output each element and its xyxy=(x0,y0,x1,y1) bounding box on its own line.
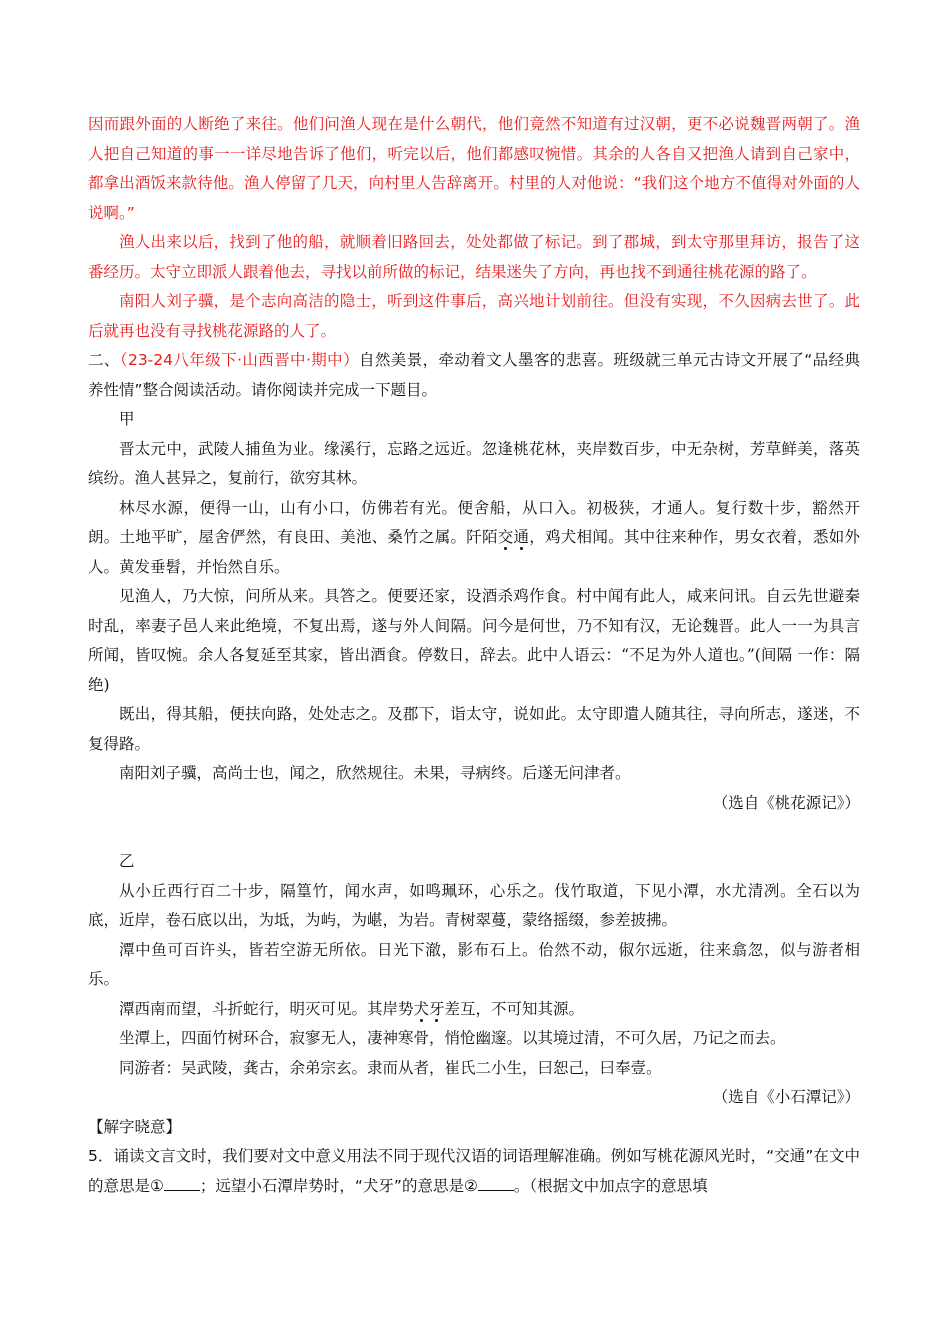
passage-b-paragraph-5: 同游者：吴武陵，龚古，余弟宗玄。隶而从者，崔氏二小生，曰恕己，曰奉壹。 xyxy=(119,1058,662,1077)
dotted-char-quan: 犬 xyxy=(413,999,430,1018)
passage-b-paragraph-3 xyxy=(88,995,860,1025)
passage-a-paragraph-1: 晋太元中，武陵人捕鱼为业。缘溪行，忘路之远近。忽逢桃花林，夹岸数百步，中无杂树，芳草鲜美，落英缤纷。渔人甚异之，复前行，欲穷其林。 xyxy=(88,439,860,487)
answer-blank-1[interactable] xyxy=(164,1176,200,1191)
question-5-part-a: 5．诵读文言文时，我们要对文中意义用法不同于现代汉语的词语理解准确。例如写桃花源风光时，“交通”在文中的意思是① xyxy=(88,1147,860,1195)
section-header: 【解字晓意】 xyxy=(88,1117,182,1136)
spacer xyxy=(88,818,860,847)
translation-paragraph-3: 南阳人刘子骥，是个志向高洁的隐士，听到这件事后，高兴地计划前往。但没有实现，不久因病去世了。此后就再也没有寻找桃花源路的人了。 xyxy=(88,292,860,340)
passage-b-paragraph-2: 潭中鱼可百许头，皆若空游无所依。日光下澈，影布石上。佁然不动，俶尔远逝，往来翕忽，似与游者相乐。 xyxy=(88,940,860,988)
question-2-intro xyxy=(88,346,860,405)
passage-a-paragraph-3: 见渔人，乃大惊，问所从来。具答之。便要还家，设酒杀鸡作食。村中闻有此人，咸来问讯。自云先世避秦时乱，率妻子邑人来此绝境，不复出焉，遂与外人间隔。问今是何世，乃不知有汉，无论魏晋。此人一一为具言所闻，皆叹惋。余人各复延至其家，皆出酒食。停数日，辞去。此中人语云：“不足为外人道也。”(间隔 一作：隔绝) xyxy=(88,587,860,694)
translation-paragraph-2: 渔人出来以后，找到了他的船，就顺着旧路回去，处处都做了标记。到了郡城，到太守那里拜访，报告了这番经历。太守立即派人跟着他去，寻找以前所做的标记，结果迷失了方向，再也找不到通往桃花源的路了。 xyxy=(88,233,860,281)
passage-a-paragraph-4: 既出，得其船，便扶向路，处处志之。及郡下，诣太守，说如此。太守即遣人随其往，寻向所志，遂迷，不复得路。 xyxy=(88,705,860,753)
translation-paragraph-1: 因而跟外面的人断绝了来往。他们问渔人现在是什么朝代，他们竟然不知道有过汉朝，更不必说魏晋两朝了。渔人把自己知道的事一一详尽地告诉了他们，听完以后，他们都感叹惋惜。其余的人各自又把渔人请到自己家中，都拿出酒饭来款待他。渔人停留了几天，向村里人告辞离开。村里的人对他说：“我们这个地方不值得对外面的人说啊。” xyxy=(88,115,860,222)
passage-b-p3-after: 差互，不可知其源。 xyxy=(444,999,585,1018)
passage-a-label: 甲 xyxy=(119,410,135,428)
passage-a-paragraph-5: 南阳刘子骥，高尚士也，闻之，欣然规往。未果，寻病终。后遂无问津者。 xyxy=(119,764,631,782)
question-2-number: 二、 xyxy=(88,351,120,369)
document-body xyxy=(88,110,860,1201)
dotted-char-ya: 牙 xyxy=(429,999,445,1018)
passage-a-p2-before: 林尽水源，便得一山，山有小口，仿佛若有光。便舍船，从口入。初极狭，才通人。复行数十步，豁然开朗。土地平旷，屋舍俨然，有良田、美池、桑竹之属。阡陌 xyxy=(88,498,860,546)
question-5 xyxy=(88,1142,860,1201)
passage-b-source: （选自《小石潭记》） xyxy=(712,1088,860,1106)
passage-a-source: （选自《桃花源记》） xyxy=(712,793,860,812)
answer-blank-2[interactable] xyxy=(478,1176,514,1191)
question-2-text: 自然美景，牵动着文人墨客的悲喜。班级就三单元古诗文开展了“品经典 养性情”整合阅读活动。请你阅读并完成一下题目。 xyxy=(88,351,860,399)
passage-b-p3-before: 潭西南而望，斗折蛇行，明灭可见。其岸势 xyxy=(119,999,414,1018)
question-2-source-tag: （23-24八年级下·山西晋中·期中） xyxy=(119,351,359,369)
dotted-char-jiao: 交 xyxy=(497,528,514,546)
question-5-part-b: ；远望小石潭岸势时，“犬牙”的意思是② xyxy=(199,1176,478,1195)
question-5-part-c: 。（根据文中加点字的意思填 xyxy=(513,1176,708,1195)
passage-b-paragraph-1: 从小丘西行百二十步，隔篁竹，闻水声，如鸣珮环，心乐之。伐竹取道，下见小潭，水尤清冽。全石以为底，近岸，卷石底以出，为坻，为屿，为嵁，为岩。青树翠蔓，蒙络摇缀，参差披拂。 xyxy=(88,881,860,929)
passage-a-p2-after: ，鸡犬相闻。其中往来种作，男女衣着，悉如外人。黄发垂髫，并怡然自乐。 xyxy=(88,528,860,576)
passage-b-label: 乙 xyxy=(119,852,135,870)
passage-b-paragraph-4: 坐潭上，四面竹树环合，寂寥无人，凄神寒骨，悄怆幽邃。以其境过清，不可久居，乃记之而去。 xyxy=(119,1029,786,1047)
dotted-char-tong: 通 xyxy=(513,528,530,546)
passage-a-paragraph-2 xyxy=(88,494,860,583)
